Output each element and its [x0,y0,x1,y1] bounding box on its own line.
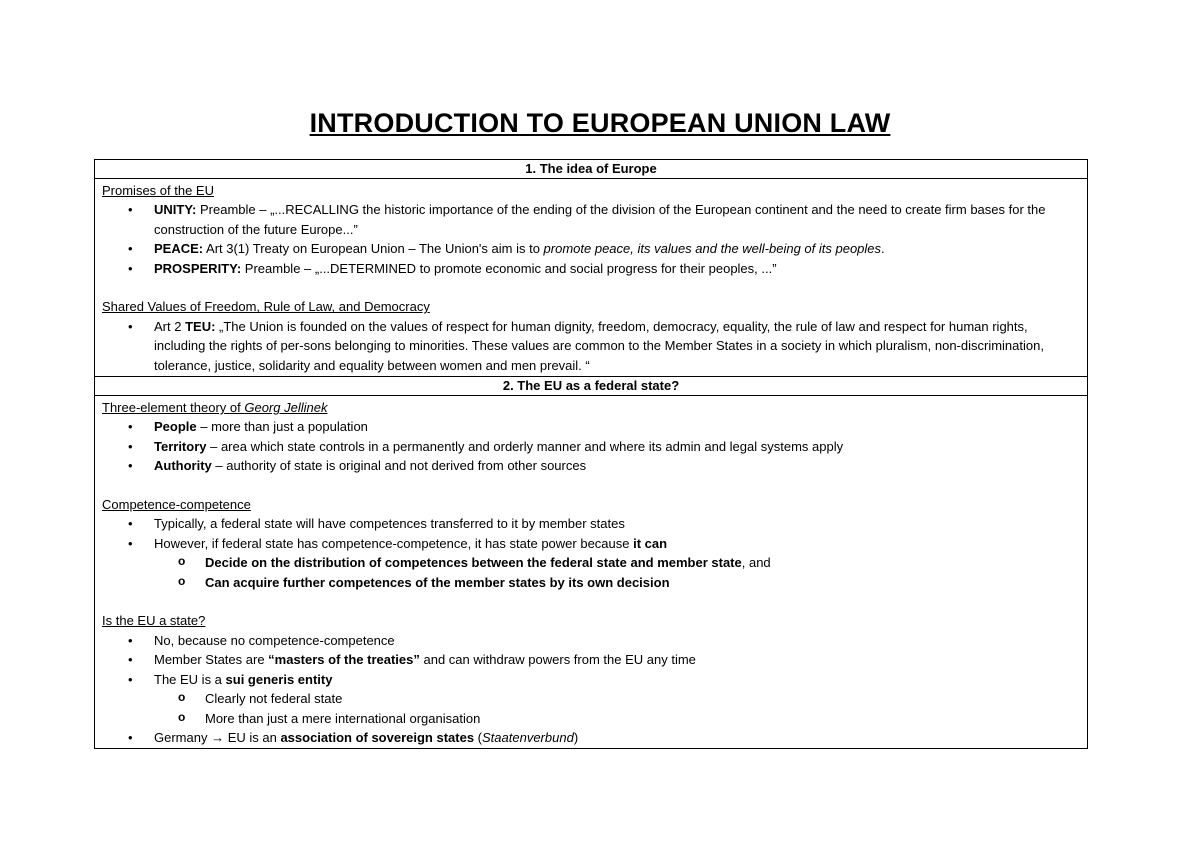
heading-promises: Promises of the EU [102,183,214,198]
bullet-competence-2 [102,534,1081,553]
section-header-federal-state: 2. The EU as a federal state? [95,376,1087,396]
heading-jellinek [102,398,1081,417]
germany-mid: EU is an [224,729,281,745]
bullet-authority [102,456,1081,475]
competence-2-text: However, if federal state has competence-competence, it has state power because [154,535,634,551]
territory-label: Territory [154,438,207,454]
bullet-territory [102,437,1081,456]
sub-distribution-bold: Decide on the distribution of competences between the federal state and member state [205,555,742,571]
section-body-idea-of-europe [95,179,1087,376]
bullet-art2-teu [102,317,1081,375]
sui-generis-bold: sui generis entity [225,671,333,687]
sui-generis-pre: The EU is a [154,671,226,687]
sub-bullet-distribution [102,553,1081,572]
bullet-masters-of-treaties [102,650,1081,669]
peace-end: . [881,241,885,257]
sub-bullet-not-federal: o Clearly not federal state [102,689,1081,708]
germany-italic: Staatenverbund [482,729,574,745]
unity-label: UNITY: [154,202,197,218]
prosperity-label: PROSPERITY: [154,260,242,276]
bullet-competence-1: • Typically, a federal state will have competences transferred to it by member states [102,514,1081,533]
masters-pre: Member States are [154,652,269,668]
bullet-sui-generis [102,670,1081,689]
heading-shared-values: Shared Values of Freedom, Rule of Law, and Democracy [102,299,430,315]
bullet-people [102,417,1081,436]
heading-is-eu-state: Is the EU a state? [102,613,206,629]
page-title: INTRODUCTION TO EUROPEAN UNION LAW [309,108,891,138]
unity-text: Preamble – „...RECALLING the historic importance of the ending of the division of the European continent and the need to create firm bases for the construction of the future Europe...” [154,202,1046,237]
sub-bullet-acquire [102,573,1081,592]
peace-italic: promote peace, its values and the well-being of its peoples [543,241,882,257]
peace-label: PEACE: [154,241,204,257]
art2-text: „The Union is founded on the values of respect for human dignity, freedom, democracy, equality, the rule of law and respect for human rights, including the rights of per-sons belonging to minorities. These values are common to the Member States in a society in which pluralism, non-discrimination, tolerance, justice, solidarity and equality between women and men prevail. “ [154,318,1044,373]
jellinek-heading-italic: Georg Jellinek [244,400,328,416]
sub-bullet-more-than-organisation: o More than just a mere international organisation [102,709,1081,728]
sub-acquire-bold: Can acquire further competences of the member states by its own decision [205,574,670,590]
peace-text: Art 3(1) Treaty on European Union – The Union's aim is to [203,241,544,257]
masters-bold: “masters of the treaties” [268,652,420,668]
people-text: – more than just a population [196,419,368,435]
bullet-germany [102,728,1081,747]
authority-label: Authority [154,458,212,474]
authority-text: – authority of state is original and not derived from other sources [211,458,587,474]
art2-label: TEU: [185,318,216,334]
people-label: People [154,419,197,435]
germany-paren-open: ( [474,729,483,745]
arrow-right-icon: → [211,729,225,745]
germany-paren-close: ) [573,729,579,745]
section-body-federal-state [95,396,1087,748]
heading-competence: Competence-competence [102,497,251,513]
masters-end: and can withdraw powers from the EU any time [419,652,696,668]
prosperity-text: Preamble – „...DETERMINED to promote economic and social progress for their peoples, ...” [241,260,777,276]
sub-distribution-end: , and [741,555,771,571]
bullet-prosperity [102,259,1081,278]
germany-pre: Germany [154,729,212,745]
bullet-unity [102,200,1081,239]
germany-bold: association of sovereign states [280,729,475,745]
territory-text: – area which state controls in a permanently and orderly manner and where its admin and legal systems apply [206,438,844,454]
notes-table [94,159,1088,749]
competence-2-bold: it can [633,535,668,551]
section-header-idea-of-europe: 1. The idea of Europe [95,160,1087,179]
jellinek-heading-pre: Three-element theory of [102,400,245,416]
bullet-peace [102,239,1081,258]
art2-pre: Art 2 [154,318,186,334]
bullet-no-competence: • No, because no competence-competence [102,631,1081,650]
